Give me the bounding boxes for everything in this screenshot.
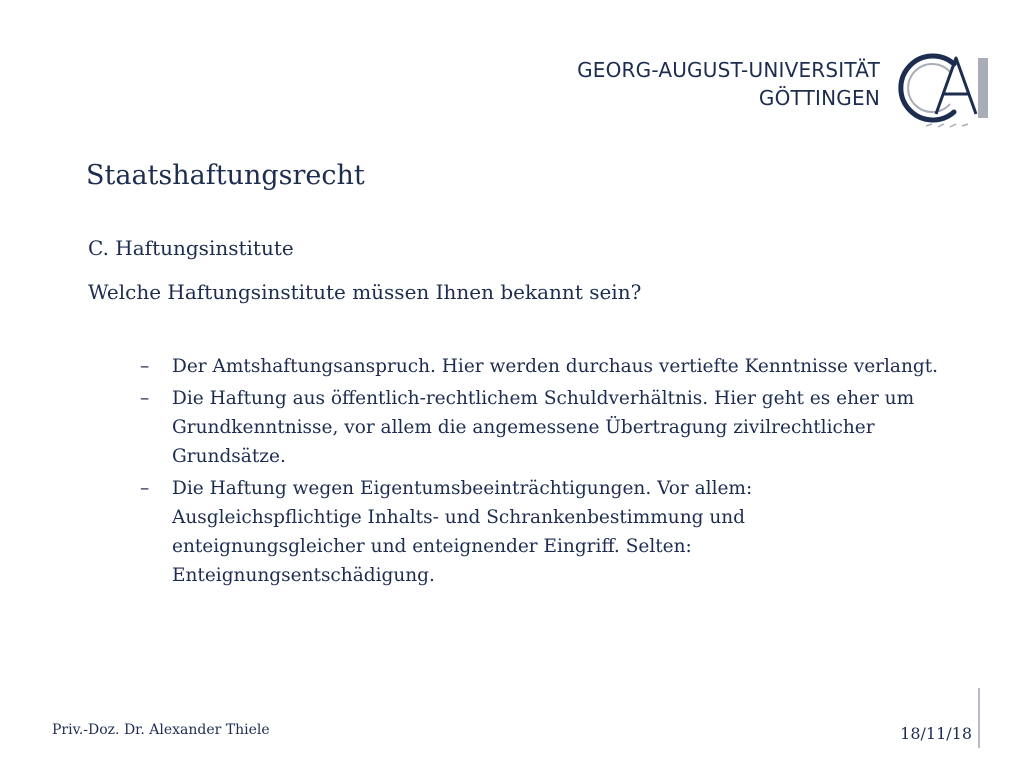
- bullet-list: [140, 352, 940, 593]
- slide-title: Staatshaftungsrecht: [86, 160, 365, 191]
- university-seal-logo: [896, 44, 992, 136]
- university-name-line1: GEORG-AUGUST-UNIVERSITÄT: [577, 58, 880, 82]
- university-name: [577, 56, 880, 112]
- footer-author: Priv.-Doz. Dr. Alexander Thiele: [52, 722, 270, 738]
- university-name-line2: GÖTTINGEN: [758, 86, 880, 110]
- bullet-dash: –: [140, 478, 150, 499]
- bullet-dash: –: [140, 388, 150, 409]
- bullet-text: Die Haftung wegen Eigentumsbeeinträchtigungen. Vor allem: Ausgleichspflichtige Inhalts- und Schrankenbestimmung und enteignungsgleicher und enteignender Eingriff. Selten: Enteignungsentschädigung.: [172, 478, 753, 586]
- bullet-item: [140, 474, 940, 590]
- bullet-text: Die Haftung aus öffentlich-rechtlichem Schuldverhältnis. Hier geht es eher um Grundkenntnisse, vor allem die angemessene Übertragung zivilrechtlicher Grundsätze.: [172, 388, 915, 467]
- section-heading: C. Haftungsinstitute: [88, 236, 294, 260]
- bullet-dash: –: [140, 356, 150, 377]
- footer-divider: [978, 688, 980, 748]
- bullet-item: [140, 352, 940, 381]
- lead-question: Welche Haftungsinstitute müssen Ihnen bekannt sein?: [88, 280, 642, 304]
- footer-date: 18/11/18: [900, 724, 972, 743]
- bullet-text: Der Amtshaftungsanspruch. Hier werden durchaus vertiefte Kenntnisse verlangt.: [172, 356, 939, 377]
- bullet-item: [140, 384, 940, 471]
